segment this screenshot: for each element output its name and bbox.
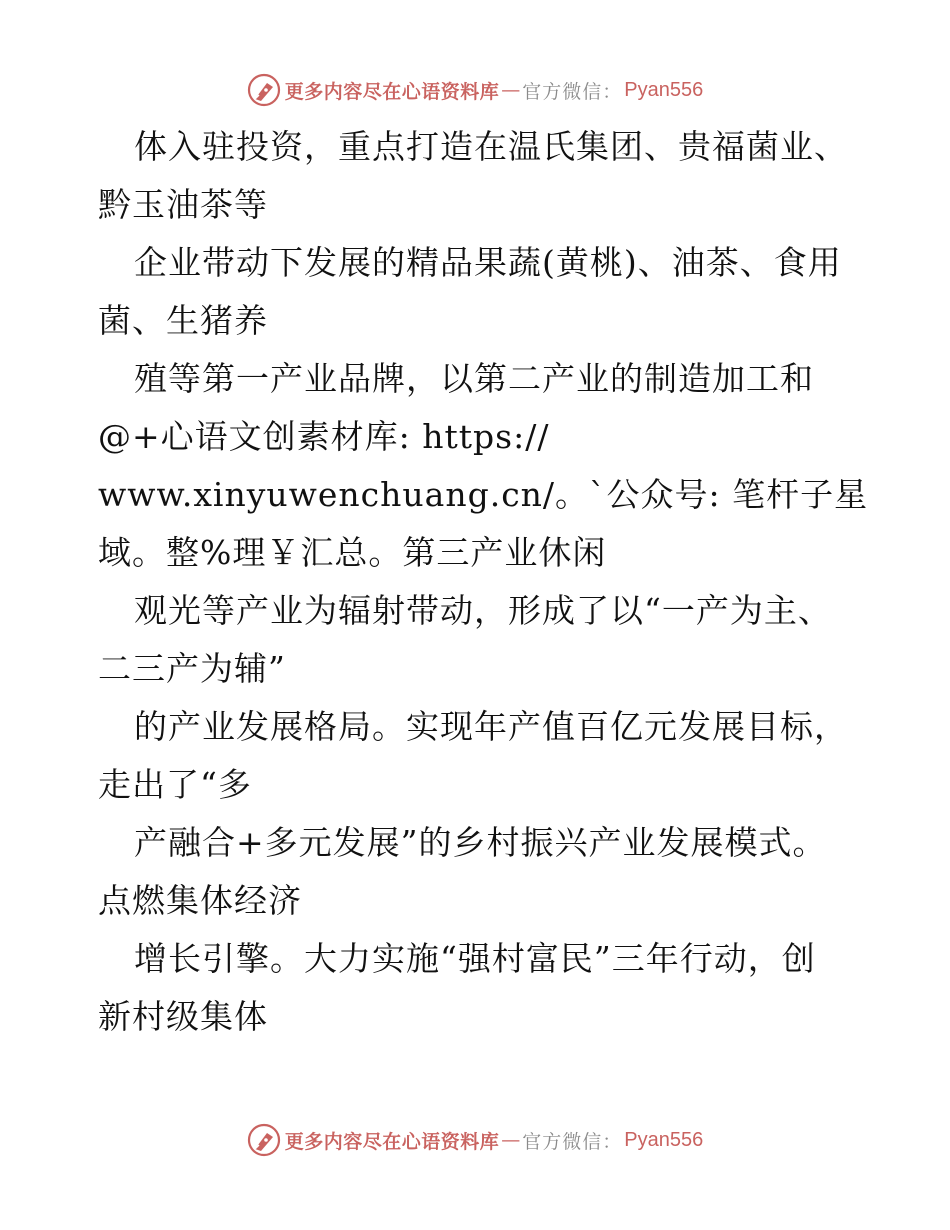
body-line: 域。整%理￥汇总。第三产业休闲 bbox=[98, 533, 607, 572]
footer-official-label: 官方微信： bbox=[522, 1130, 623, 1153]
pen-nib-logo-icon bbox=[247, 73, 281, 107]
body-line: 增长引擎。大力实施“强村富民”三年行动，创 bbox=[134, 939, 816, 978]
body-line: www.xinyuwenchuang.cn/。`公众号: 笔杆子星 bbox=[98, 475, 869, 514]
header-banner bbox=[0, 70, 950, 110]
footer-wechat-id: Pyan556 bbox=[624, 1128, 704, 1151]
body-line: 黔玉油茶等 bbox=[98, 185, 268, 224]
header-separator: — bbox=[501, 79, 521, 101]
body-line: 二三产为辅” bbox=[98, 649, 286, 688]
body-line: 企业带动下发展的精品果蔬(黄桃)、油茶、食用 bbox=[134, 243, 842, 282]
document-body bbox=[98, 118, 869, 1046]
footer-banner bbox=[0, 1120, 950, 1160]
body-line: 体入驻投资，重点打造在温氏集团、贵福菌业、 bbox=[134, 127, 848, 166]
pen-nib-logo-icon bbox=[247, 1123, 281, 1157]
body-line: 点燃集体经济 bbox=[98, 881, 302, 920]
footer-brand: 更多内容尽在心语资料库 bbox=[284, 1130, 500, 1153]
header-wechat-id: Pyan556 bbox=[624, 78, 704, 101]
body-line: 殖等第一产业品牌，以第二产业的制造加工和 bbox=[134, 359, 814, 398]
body-line: 的产业发展格局。实现年产值百亿元发展目标， bbox=[134, 707, 848, 746]
body-line: 产融合+多元发展”的乡村振兴产业发展模式。 bbox=[134, 823, 827, 862]
header-brand: 更多内容尽在心语资料库 bbox=[284, 80, 500, 103]
footer-separator: — bbox=[501, 1129, 521, 1151]
body-line: 走出了“多 bbox=[98, 765, 252, 804]
body-line: 新村级集体 bbox=[98, 997, 268, 1036]
header-official-label: 官方微信： bbox=[522, 80, 623, 103]
body-line: 菌、生猪养 bbox=[98, 301, 268, 340]
body-line: @+心语文创素材库: https:// bbox=[98, 417, 550, 456]
body-line: 观光等产业为辐射带动，形成了以“一产为主、 bbox=[134, 591, 832, 630]
